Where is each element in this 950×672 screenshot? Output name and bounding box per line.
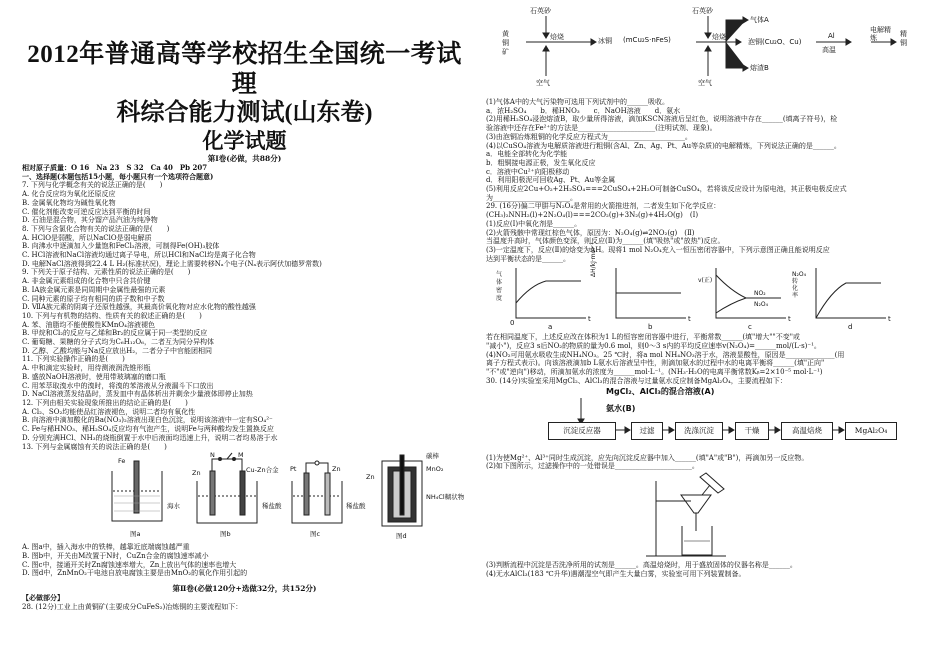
part1-heading: 第Ⅰ卷(必做，共88分) [207, 154, 282, 163]
label-zn-b: Zn [192, 469, 201, 478]
exam-title-line2: 科综合能力测试(山东卷) [116, 100, 373, 126]
left-question-line: 13. 下列与金属腐蚀有关的说法正确的是( ) [22, 442, 167, 451]
left-question-line: B. 向溶液中滴加酸化的Ba(NO₃)₂溶液出现白色沉淀，说明该溶液中一定有SO₄²⁻ [22, 416, 273, 425]
right-question-line: 为______________________。 [486, 193, 577, 202]
right-question-line: (1)气体A中的大气污染物可选用下列试剂中的______吸收。 [486, 98, 669, 106]
right-question-line: 若在相同温度下，上述反应改在体积为1 L的恒容密闭容器中进行，平衡常数______(填"增大""不变"或 [486, 333, 800, 342]
label-pt: Pt [290, 465, 297, 474]
question-30-part2 [486, 561, 932, 578]
flow-roast-2: 焙烧 [712, 33, 726, 41]
graph-c-n2o4: N₂O₄ [754, 301, 769, 309]
right-question-line: 达到平衡状态的是______。 [486, 254, 570, 263]
label-dilute-hcl-b: 稀盐酸 [262, 502, 282, 511]
left-question-line: 8. 下列与含氯化合物有关的说法正确的是( ) [22, 224, 170, 233]
label-carbon-rod: 碳棒 [426, 452, 439, 461]
flow-matte: 冰铜 [598, 37, 612, 45]
flow2-wash: 洗涤沉淀 [675, 422, 723, 440]
left-question-line: C. Fe与稀HNO₃、稀H₂SO₄反应均有气泡产生，说明Fe与两种酸均发生置换反应 [22, 425, 274, 434]
graph-a-label: a [548, 323, 553, 332]
flow-refined-cu: 精铜 [900, 30, 907, 47]
right-column [486, 6, 932, 578]
left-question-line: A. 非金属元素组成的化合物中只含共价键 [22, 277, 151, 286]
subject-title: 化学试题 [202, 129, 287, 153]
graph-a-zero: 0 [510, 319, 515, 328]
graphs-drawing [486, 263, 932, 333]
right-question-line: c．溶液中Cu²⁺向阳极移动 [486, 167, 570, 176]
q30-question-line: (2)如下图所示，过滤操作中的一处错误是______________________。 [486, 462, 699, 471]
left-column [22, 40, 467, 611]
graph-b-t: t [688, 315, 691, 324]
graph-d-t: t [888, 315, 891, 324]
question-list [22, 164, 467, 451]
right-question-line: "减小")，反应3 s后NO₂的物质的量为0.6 mol，则0～3 s内的平均反应速率v(N₂O₄)=______mol/(L·s)⁻¹。 [486, 342, 821, 351]
q13-options [22, 543, 467, 578]
left-question-line: B. 金属氧化物均为碱性氧化物 [22, 198, 116, 207]
right-question-line: 验溶液中还存在Fe²⁺的方法是______________________(注明试剂、现象)。 [486, 124, 717, 133]
left-question-line: A. 苯、油脂均不能使酸性KMnO₄溶液褪色 [22, 320, 155, 329]
graph-a-t: t [588, 315, 591, 324]
question-30-part1 [486, 454, 932, 471]
flow-matte-formula: (mCu₂S·nFeS) [623, 36, 671, 44]
right-question-line: d．利用阳极泥可回收Ag、Pt、Au等金属 [486, 176, 616, 185]
right-question-line: (2)用稀H₂SO₄浸泡熔渣B，取少量所得溶液，滴加KSCN溶液后呈红色，说明溶液中存在______(填离子符号)，检 [486, 115, 838, 124]
right-question-line: a．浓H₂SO₄ b．稀HNO₃ c．NaOH溶液 d．氨水 [486, 106, 681, 115]
label-zn-c: Zn [332, 465, 341, 474]
flow-air-2: 空气 [698, 79, 712, 87]
flow-blister: 泡铜(Cu₂O、Cu) [748, 38, 802, 46]
left-question-line: A. 中和滴定实验时，用待测液润洗锥形瓶 [22, 364, 151, 373]
left-question-line: D. ⅦA族元素的阴离子还原性越强，其最高价氧化物对应水化物的酸性越强 [22, 303, 256, 312]
right-question-line: (3)一定温度下，反应(Ⅱ)的焓变为ΔH。现将1 mol N₂O₄充入一恒压密闭容器中，下列示意图正确且能说明反应 [486, 245, 830, 254]
required-heading: 【必做部分】 [22, 594, 64, 603]
label-cuzn: Cu-Zn合金 [246, 466, 279, 475]
left-question-line: B. 甲烷和Cl₂的反应与乙烯和Br₂的反应属于同一类型的反应 [22, 329, 208, 338]
graph-c-label: c [748, 323, 752, 332]
figure-b [197, 453, 257, 523]
flow-refine: 电解精炼 [870, 26, 891, 42]
flow2-ammonia: 氨水(B) [606, 403, 636, 413]
flow-roast-1: 焙烧 [550, 33, 564, 41]
right-question-line: "不"或"逆向")移动，所滴加氨水的浓度为______mol·L⁻¹。(NH₃·H₂O的电离平衡常数Kᵦ=2×10⁻⁵ mol·L⁻¹) [486, 368, 823, 377]
flow-high-temp: 高温 [822, 46, 836, 54]
flow2-reactor: 沉淀反应器 [548, 422, 616, 440]
q13-option-line: C. 图c中，接通开关时Zn腐蚀速率增大，Zn上放出气体的速率也增大 [22, 560, 237, 569]
left-question-line: C. 葡萄糖、果糖的分子式均为C₆H₁₂O₆，二者互为同分异构体 [22, 338, 214, 347]
flow-quartz-sand-2: 石英砂 [692, 7, 713, 15]
graph-c-t: t [788, 315, 791, 324]
graph-b-label: b [648, 323, 653, 332]
mgal2o4-flow [486, 386, 932, 454]
label-fig-b: 图b [220, 530, 231, 539]
flow-gas-a: 气体A [750, 16, 769, 24]
filtration-apparatus [486, 471, 932, 561]
right-question-line: 30. (14分)实验室采用MgCl₂、AlCl₃的混合溶液与过量氨水反应制备MgAl₂O₄，主要流程如下： [486, 376, 787, 385]
left-question-line: C. 同种元素的原子均有相同的质子数和中子数 [22, 294, 165, 303]
copper-smelting-flow [486, 6, 932, 98]
q13-option-line: B. 图b中，开关由M改置于N时，CuZn合金的腐蚀速率减小 [22, 551, 209, 560]
questions-28-29 [486, 98, 932, 263]
label-mno2: MnO₂ [426, 465, 444, 474]
flow2-filter: 过滤 [631, 422, 663, 440]
graph-c-no2: NO₂ [754, 290, 766, 298]
q13-option-line: D. 图d中，ZnMnO₂干电池自放电腐蚀主要是由MnO₂的氧化作用引起的 [22, 569, 248, 578]
left-question-line: 一、选择题(本题包括15小题，每小题只有一个选项符合题意) [22, 172, 214, 181]
right-question-line: (4)NO₂可用氨水吸收生成NH₄NO₃。25 ℃时，将a mol NH₄NO₃溶于水，溶液显酸性，原因是______________(用 [486, 350, 845, 359]
right-question-line: 当温度升高时，气体颜色变深，则反应(Ⅱ)为______(填"吸热"或"放热")反应。 [486, 237, 725, 246]
label-fig-d: 图d [396, 532, 407, 541]
left-question-line: C. 用苯萃取溴水中的溴时，将溴的苯溶液从分液漏斗下口放出 [22, 381, 214, 390]
figure-d [382, 455, 422, 526]
graph-b-ylabel: ΔH/kJ·mol⁻¹ [590, 242, 597, 278]
label-n: N [210, 451, 215, 460]
label-fe: Fe [118, 457, 126, 466]
left-question-line: 9. 下列关于原子结构、元素性质的说法正确的是( ) [22, 268, 191, 277]
left-question-line: B. 向沸水中逐滴加入少量饱和FeCl₃溶液，可制得Fe(OH)₃胶体 [22, 242, 220, 251]
left-question-line: 相对原子质量：O 16 Na 23 S 32 Ca 40 Pb 207 [22, 164, 208, 172]
left-question-line: D. 乙醇、乙酸均能与Na反应放出H₂，二者分子中官能团相同 [22, 346, 213, 355]
exam-title-line1: 2012年普通高等学校招生全国统一考试理 [27, 41, 462, 98]
left-question-line: D. 电解NaCl溶液得到22.4 L H₂(标准状况)，理论上需要转移Nₐ个电子(Nₐ表示阿伏加德罗常数) [22, 259, 322, 268]
graph-a-ylabel: 气体密度 [496, 271, 503, 303]
left-question-line: 11. 下列实验操作正确的是( ) [22, 355, 125, 364]
flow-al: Al [828, 32, 835, 40]
part2-heading: 第Ⅱ卷(必做120分+选做32分，共152分) [172, 584, 317, 594]
right-question-line: b．粗铜接电源正极，发生氧化反应 [486, 158, 596, 167]
left-question-line: A. Cl₂、SO₂均能使品红溶液褪色，说明二者均有氧化性 [22, 407, 196, 416]
label-fig-a: 图a [130, 530, 141, 539]
label-fig-c: 图c [310, 530, 321, 539]
label-seawater: 海水 [167, 502, 180, 511]
left-question-line: C. 催化剂能改变可逆反应达到平衡的时间 [22, 207, 151, 216]
label-nh4cl: NH₄Cl糊状物 [426, 493, 465, 502]
q13-figures [22, 451, 467, 543]
left-question-line: A. 化合反应均为氧化还原反应 [22, 190, 116, 199]
right-question-line: (4)以CuSO₄溶液为电解质溶液进行粗铜(含Al、Zn、Ag、Pt、Au等杂质)的电解精炼，下列说法正确的是______。 [486, 141, 841, 150]
left-question-line: B. ⅠA族金属元素是同周期中金属性最强的元素 [22, 285, 166, 294]
q30-question-line: (3)判断流程中沉淀是否洗净所用的试剂是______。高温焙烧时，用于盛放固体的仪器名称是______。 [486, 560, 797, 569]
right-question-line: a．电能全部转化为化学能 [486, 150, 568, 159]
flow2-dry: 干燥 [735, 422, 769, 440]
q30-question-line: (4)无水AlCl₃(183 ℃升华)遇潮湿空气即产生大量白雾，实验室可用下列装置制备。 [486, 569, 746, 578]
left-question-line: 10. 下列与有机物的结构、性质有关的叙述正确的是( ) [22, 311, 202, 320]
graph-d-label: d [848, 323, 853, 332]
flow2-mix: MgCl₂、AlCl₃的混合溶液(A) [606, 386, 715, 396]
graph-d-ylabel: N₂O₄转化率 [792, 271, 807, 300]
left-question-line: 7. 下列与化学概念有关的说法正确的是( ) [22, 181, 163, 190]
flow-slag: 熔渣B [750, 64, 769, 72]
label-dilute-hcl-c: 稀盐酸 [346, 502, 366, 511]
q13-option-line: A. 图a中，插入海水中的铁棒，越靠近底端腐蚀越严重 [22, 543, 190, 552]
flow2-product: MgAl₂O₄ [845, 422, 897, 440]
right-question-line: (CH₃)₂NNH₂(l)+2N₂O₄(l)===2CO₂(g)+3N₂(g)+4H₂O(g) (Ⅰ) [486, 211, 699, 220]
flow-ore: 黄铜矿 [502, 30, 509, 56]
left-question-line: C. HCl溶液和NaCl溶液均通过离子导电，所以HCl和NaCl均是离子化合物 [22, 251, 256, 260]
graph-c-ylabel: v(正) [698, 277, 713, 285]
q28-intro: 28. (12分)工业上由黄铜矿(主要成分CuFeS₂)冶炼铜的主要流程如下： [22, 602, 243, 611]
label-zn-d: Zn [366, 473, 375, 482]
left-question-line: A. HClO是弱酸，所以NaClO是弱电解质 [22, 233, 152, 242]
right-question-line: 29. (16分)偏二甲肼与N₂O₄是常用的火箭推进剂，二者发生如下化学反应： [486, 202, 721, 211]
figure-a [112, 461, 162, 521]
left-question-line: B. 盛放NaOH溶液时，使用带玻璃塞的磨口瓶 [22, 372, 166, 381]
right-question-line: (1)反应(Ⅰ)中氧化剂是______。 [486, 219, 582, 228]
left-question-line: D. 分别充满HCl、NH₃的烧瓶倒置于水中后液面均迅速上升，说明二者均易溶于水 [22, 433, 278, 442]
right-question-line: (3)由泡铜冶炼粗铜的化学反应方程式为______________________。 [486, 132, 692, 141]
right-question-line: (5)利用反应2Cu+O₂+2H₂SO₄===2CuSO₄+2H₂O可制备CuSO₄，若将该反应设计为原电池，其正极电极反应式 [486, 185, 847, 194]
left-question-line: 12. 下列由相关实验现象所推出的结论正确的是( ) [22, 398, 188, 407]
questions-29-30 [486, 333, 932, 385]
right-question-line: 离子方程式表示)。向该溶液滴加b L氨水后溶液呈中性，则滴加氨水的过程中水的电离平衡将______(填"正向" [486, 359, 825, 368]
flow-air-1: 空气 [536, 79, 550, 87]
q30-question-line: (1)为使Mg²⁺、Al³⁺同时生成沉淀，应先向沉淀反应器中加入______(填"A"或"B")，再滴加另一反应物。 [486, 453, 809, 462]
flow2-calcine: 高温焙烧 [781, 422, 833, 440]
label-m: M [238, 451, 244, 460]
flow-quartz-sand-1: 石英砂 [530, 7, 551, 15]
q13-figures-drawing [22, 451, 467, 543]
left-question-line: D. NaCl溶液蒸发结晶时，蒸发皿中有晶体析出并剩余少量液体即停止加热 [22, 390, 253, 399]
right-question-line: (2)火箭残骸中常现红棕色气体，原因为：N₂O₄(g)⇌2NO₂(g) (Ⅱ) [486, 228, 695, 237]
left-question-line: D. 石油是混合物，其分馏产品汽油为纯净物 [22, 216, 158, 225]
filtration-drawing [486, 471, 932, 561]
